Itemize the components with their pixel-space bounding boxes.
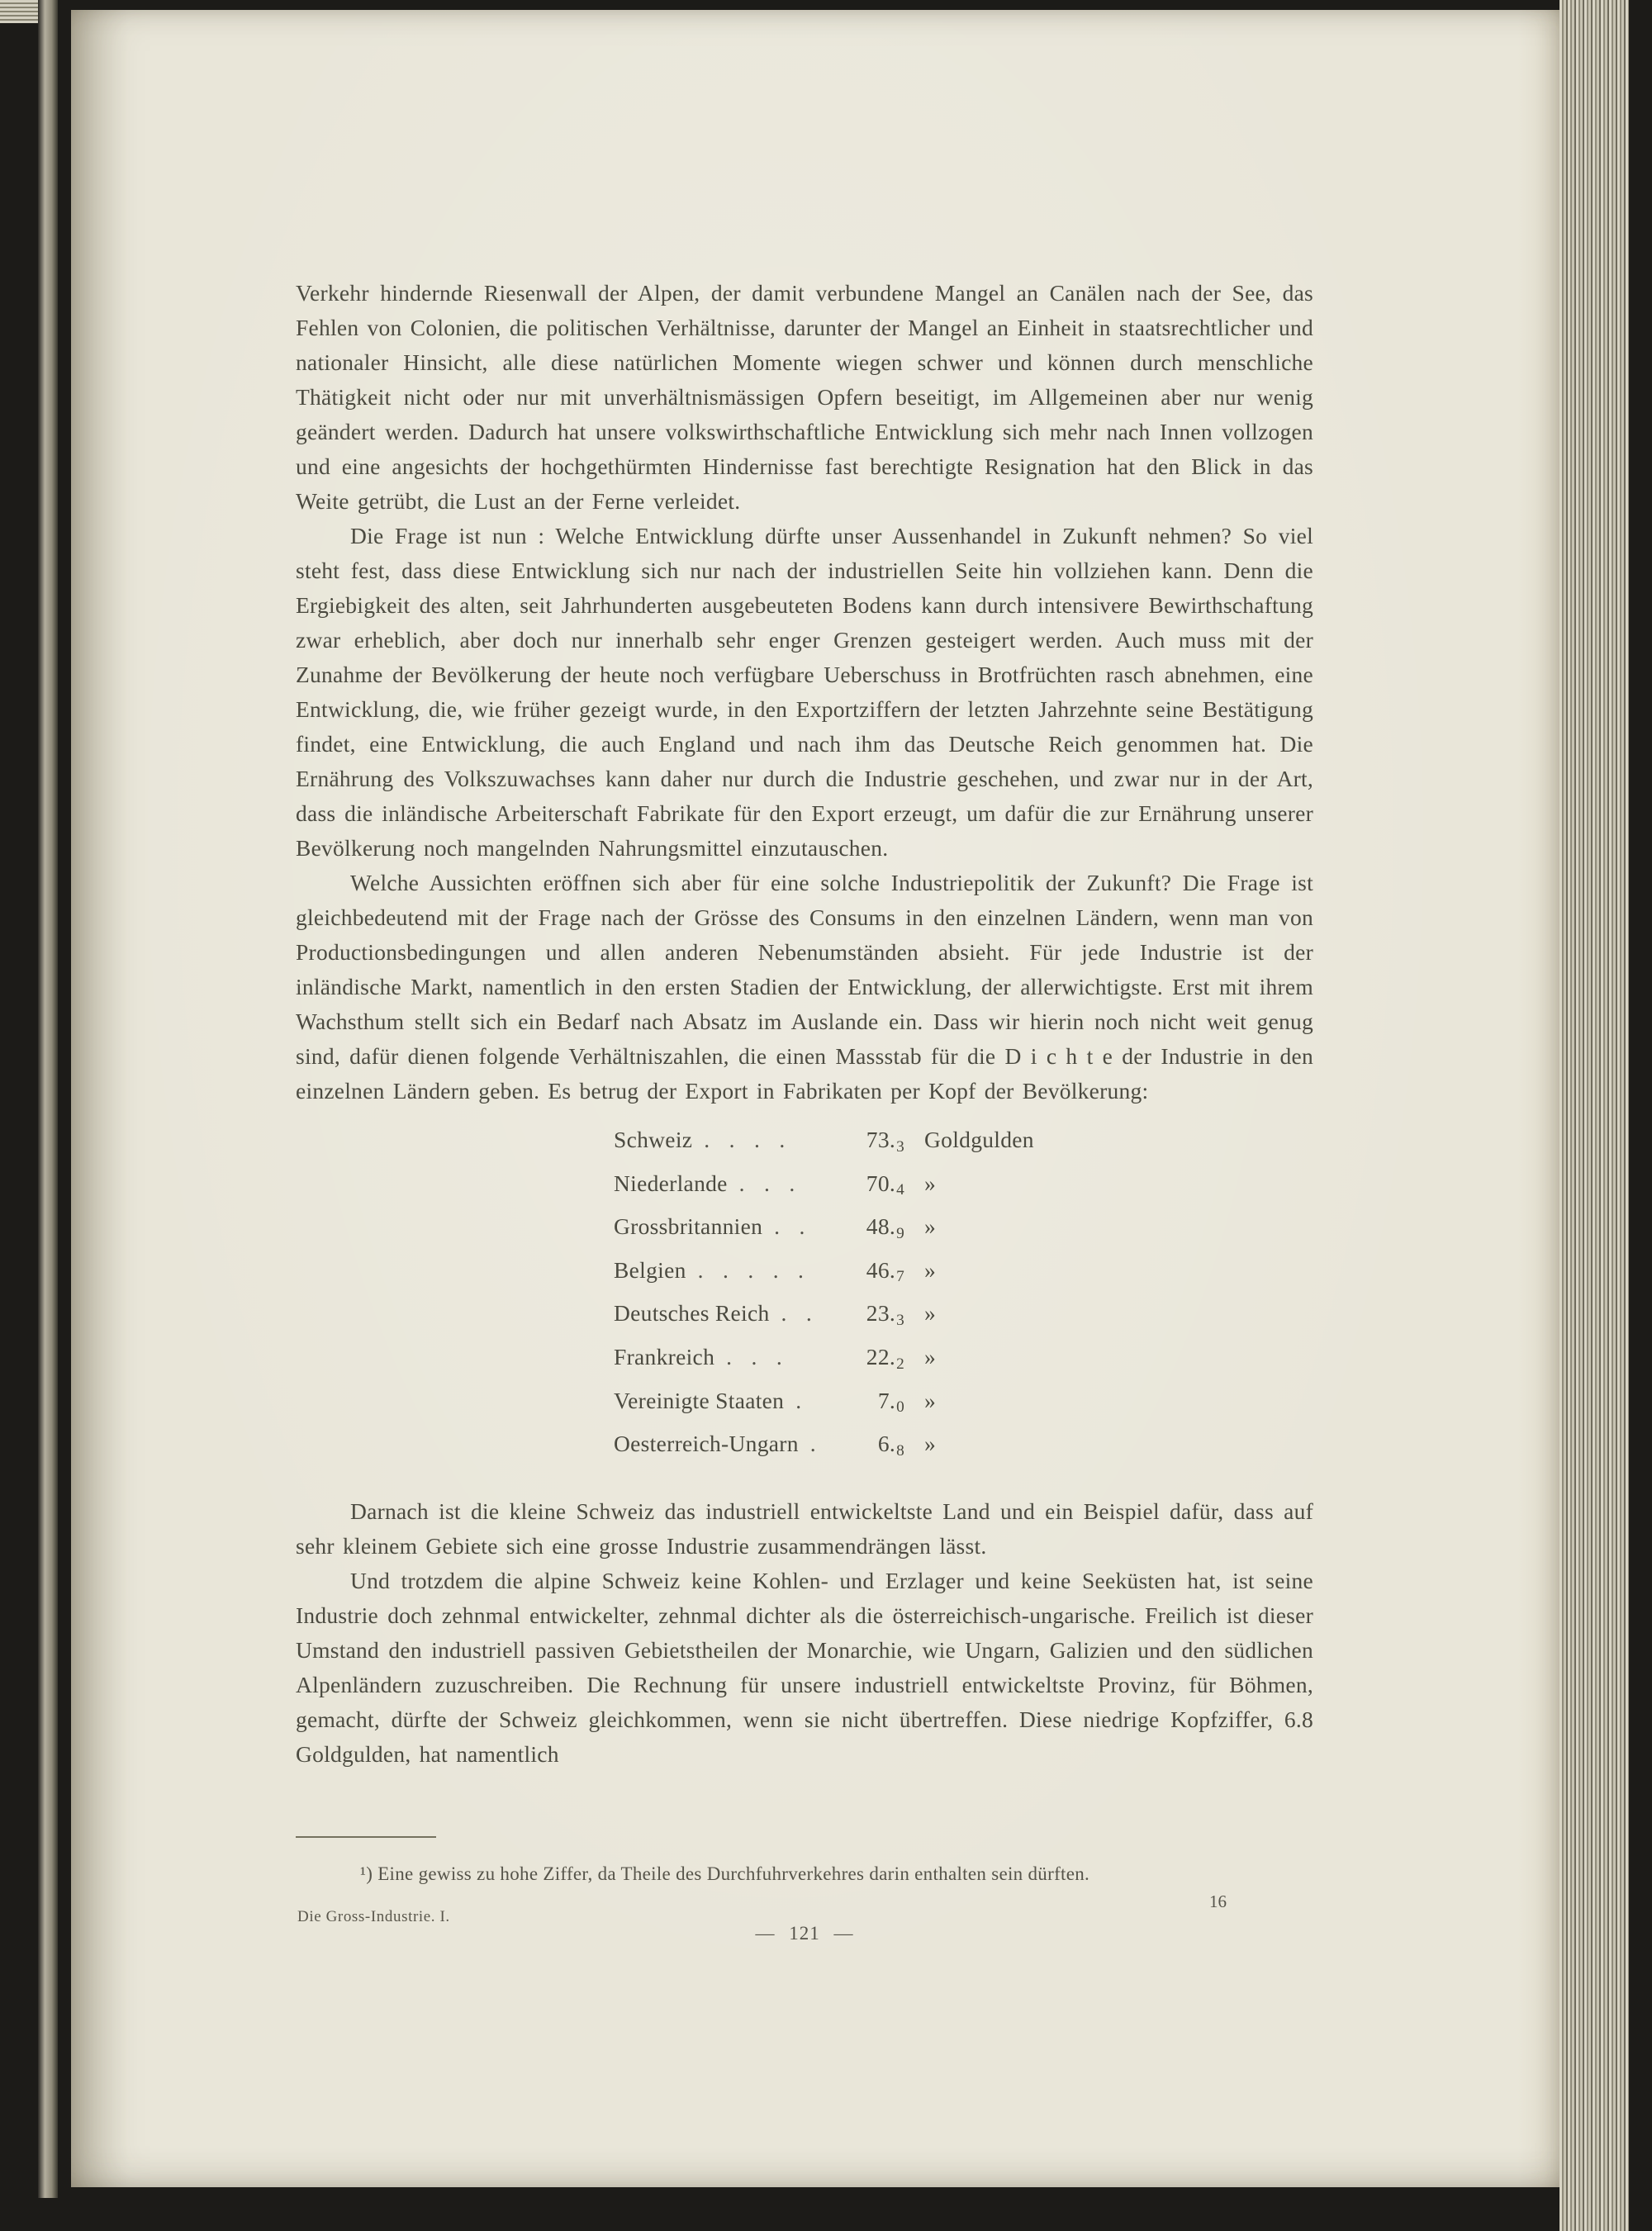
footnote-divider	[296, 1836, 436, 1838]
country-cell	[614, 1165, 843, 1202]
table-row	[614, 1208, 1313, 1252]
export-value	[843, 1339, 904, 1383]
export-value	[843, 1295, 904, 1339]
unit-label: »	[924, 1344, 937, 1370]
book-signature: Die Gross-Industrie. I.	[297, 1908, 450, 1925]
dot-leaders: . . .	[738, 1170, 795, 1196]
export-value-integer: 70.	[866, 1170, 896, 1196]
export-value-fraction: 7	[896, 1268, 904, 1286]
unit-label: »	[924, 1213, 937, 1240]
export-value-fraction: 3	[896, 1312, 904, 1330]
export-value	[843, 1122, 904, 1165]
table-row	[614, 1339, 1313, 1383]
unit-label: »	[924, 1170, 937, 1196]
page-number: — 121 —	[755, 1923, 854, 1944]
export-value-integer: 6.	[877, 1431, 896, 1457]
export-value-integer: 22.	[866, 1344, 896, 1370]
gutter-page-edge	[38, 0, 58, 2198]
table-row	[614, 1426, 1313, 1469]
dot-leaders: . . . . .	[697, 1256, 805, 1283]
table-row	[614, 1165, 1313, 1209]
export-value	[843, 1165, 904, 1209]
table-row	[614, 1295, 1313, 1339]
export-value	[843, 1252, 904, 1296]
page-stack-corner	[0, 0, 38, 23]
table-row	[614, 1122, 1313, 1165]
dot-leaders: . . . .	[704, 1127, 786, 1152]
country-cell	[614, 1208, 843, 1245]
dot-leaders: . .	[774, 1213, 805, 1240]
sheet-number: 16	[1209, 1892, 1227, 1911]
export-value-integer: 46.	[866, 1256, 896, 1283]
country-cell	[614, 1252, 843, 1289]
export-value-fraction: 3	[896, 1137, 904, 1156]
dot-leaders: .	[809, 1431, 816, 1457]
table-row	[614, 1252, 1313, 1296]
export-value-integer: 73.	[866, 1127, 896, 1152]
export-value-fraction: 4	[896, 1181, 904, 1199]
export-value	[843, 1208, 904, 1252]
export-value	[843, 1426, 904, 1469]
country-label: Deutsches Reich	[614, 1300, 770, 1327]
export-per-capita-table	[614, 1122, 1313, 1469]
country-label: Grossbritannien	[614, 1213, 763, 1240]
dot-leaders: .	[795, 1387, 802, 1413]
country-label: Frankreich	[614, 1344, 715, 1370]
dot-leaders: . . .	[726, 1344, 782, 1370]
unit-label: Goldgulden	[924, 1127, 1034, 1152]
export-value-fraction: 9	[896, 1224, 904, 1242]
country-label: Niederlande	[614, 1170, 728, 1196]
country-cell	[614, 1339, 843, 1375]
export-value-integer: 48.	[866, 1213, 896, 1240]
paragraph-3: Welche Aussichten eröffnen sich aber für eine solche Industriepolitik der Zukunft? Die Frage ist gleichbedeutend mit der Frage nach der Grösse des Consums in den einzelnen Ländern, wenn man von Productionsbedingungen und allen anderen Nebenumständen absieht. Für jede Industrie ist der inländische Markt, namentlich in den ersten Stadien der Entwicklung, der allerwichtigste. Erst mit ihrem Wachsthum stellt sich ein Bedarf nach Absatz im Auslande ein. Dass wir hierin noch nicht weit genug sind, dafür dienen folgende Verhältniszahlen, die einen Massstab für die D i c h t e der Industrie in den einzelnen Ländern geben. Es betrug der Export in Fabrikaten per Kopf der Bevölkerung:	[296, 870, 1313, 1104]
dot-leaders: . .	[781, 1300, 813, 1327]
export-value-fraction: 0	[896, 1398, 904, 1417]
unit-label: »	[924, 1300, 937, 1327]
export-value-fraction: 8	[896, 1441, 904, 1460]
country-cell	[614, 1383, 843, 1419]
page-stack-fore-edge	[1559, 0, 1629, 2231]
export-value-integer: 23.	[866, 1300, 896, 1327]
country-label: Oesterreich-Ungarn	[614, 1431, 799, 1457]
export-value-integer: 7.	[877, 1387, 896, 1413]
export-value	[843, 1383, 904, 1426]
table-row	[614, 1383, 1313, 1426]
unit-label: »	[924, 1387, 937, 1413]
page-text	[296, 276, 1313, 1772]
paragraph-2: Die Frage ist nun : Welche Entwicklung dürfte unser Aussenhandel in Zukunft nehmen? So viel steht fest, dass diese Entwicklung sich nur nach der industriellen Seite hin vollziehen kann. Denn die Ergiebigkeit des alten, seit Jahrhunderten ausgebeuteten Bodens kann durch intensivere Bewirthschaftung zwar erheblich, aber doch nur innerhalb sehr enger Grenzen gesteigert werden. Auch muss mit der Zunahme der Bevölkerung der heute noch verfügbare Ueberschuss in Brotfrüchten rasch abnehmen, eine Entwicklung, die, wie früher gezeigt wurde, in den Exportziffern der letzten Jahrzehnte seine Bestätigung findet, eine Entwicklung, die auch England und nach ihm das Deutsche Reich genommen hat. Die Ernährung des Volkszuwachses kann daher nur durch die Industrie geschehen, und zwar nur in der Art, dass die inländische Arbeiterschaft Fabrikate für den Export erzeugt, um dafür die zur Ernährung unserer Bevölkerung noch mangelnden Nahrungsmittel einzutauschen.	[296, 523, 1313, 861]
country-label: Schweiz	[614, 1127, 693, 1152]
country-label: Belgien	[614, 1256, 686, 1283]
country-cell	[614, 1122, 843, 1158]
paragraph-1: Verkehr hindernde Riesenwall der Alpen, der damit verbundene Mangel an Canälen nach der See, das Fehlen von Colonien, die politischen Verhältnisse, darunter der Mangel an Einheit in staatsrechtlicher und nationaler Hinsicht, alle diese natürlichen Momente wiegen schwer und können durch menschliche Thätigkeit nicht oder nur mit unverhältnismässigen Opfern beseitigt, im Allgemeinen aber nur wenig geändert werden. Dadurch hat unsere volkswirthschaftliche Entwicklung sich mehr nach Innen vollzogen und eine angesichts der hochgethürmten Hindernisse fast berechtigte Resignation hat den Blick in das Weite getrübt, die Lust an der Ferne verleidet.	[296, 280, 1313, 514]
footnote: ¹) Eine gewiss zu hohe Ziffer, da Theile des Durchfuhrverkehres darin enthalten sein dürften.	[360, 1863, 1090, 1884]
paragraph-5: Und trotzdem die alpine Schweiz keine Kohlen- und Erzlager und keine Seeküsten hat, ist seine Industrie doch zehnmal entwickelter, zehnmal dichter als die österreichisch-ungarische. Freilich ist dieser Umstand den industriell passiven Gebietstheilen der Monarchie, wie Ungarn, Galizien und den südlichen Alpenländern zuzuschreiben. Die Rechnung für unsere industriell entwickeltste Provinz, für Böhmen, gemacht, dürfte der Schweiz gleichkommen, wenn sie nicht übertreffen. Diese niedrige Kopfziffer, 6.8 Goldgulden, hat namentlich	[296, 1567, 1313, 1767]
country-cell	[614, 1426, 843, 1462]
export-value-fraction: 2	[896, 1355, 904, 1373]
book-page	[71, 10, 1559, 2187]
unit-label: »	[924, 1431, 937, 1457]
unit-label: »	[924, 1256, 937, 1283]
paragraph-4: Darnach ist die kleine Schweiz das industriell entwickeltste Land und ein Beispiel dafür, dass auf sehr kleinem Gebiete sich eine grosse Industrie zusammendrängen lässt.	[296, 1498, 1313, 1559]
country-label: Vereinigte Staaten	[614, 1387, 785, 1413]
country-cell	[614, 1295, 843, 1331]
